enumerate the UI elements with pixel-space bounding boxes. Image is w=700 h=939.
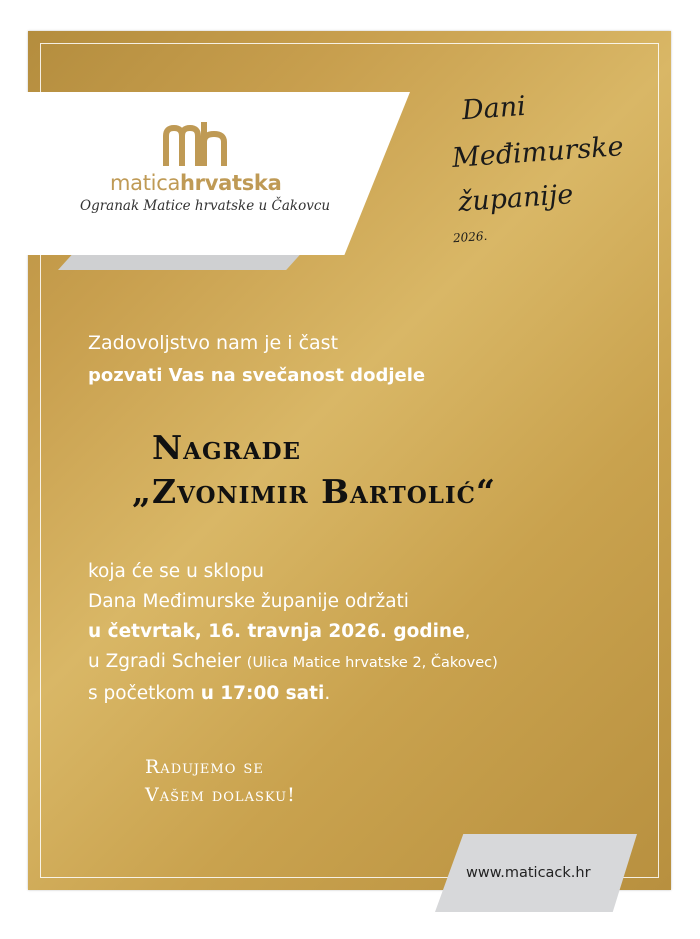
details-time-line bbox=[88, 683, 330, 704]
event-date-suffix: , bbox=[464, 621, 471, 642]
event-title-line1: Dani bbox=[460, 90, 527, 127]
award-line1: Nagrade bbox=[152, 428, 302, 467]
event-time-suffix: . bbox=[324, 683, 331, 704]
event-title-year: 2026. bbox=[452, 228, 488, 246]
event-venue: u Zgradi Scheier bbox=[88, 651, 241, 672]
logo-subtitle: Ogranak Matice hrvatske u Čakovcu bbox=[80, 198, 331, 214]
event-time: u 17:00 sati bbox=[200, 683, 325, 704]
logo-wordmark bbox=[110, 171, 281, 195]
details-date-line bbox=[88, 621, 471, 642]
details-line2: Dana Međimurske županije održati bbox=[88, 591, 409, 612]
event-address: (Ulica Matice hrvatske 2, Čakovec) bbox=[246, 655, 498, 671]
logo-name-light: matica bbox=[110, 171, 181, 195]
start-prefix: s početkom bbox=[88, 683, 195, 704]
logo-name-bold: hrvatska bbox=[180, 171, 282, 195]
event-date: u četvrtak, 16. travnja 2026. godine bbox=[88, 621, 465, 642]
details-venue-line bbox=[88, 651, 498, 672]
website-link[interactable]: www.maticack.hr bbox=[466, 865, 591, 881]
mh-monogram-icon bbox=[162, 122, 236, 166]
closing-line2: Vašem dolasku! bbox=[145, 784, 296, 806]
award-name: „Zvonimir Bartolić“ bbox=[132, 472, 496, 511]
closing-line1: Radujemo se bbox=[145, 756, 264, 778]
invite-line2: pozvati Vas na svečanost dodjele bbox=[88, 365, 426, 386]
details-line1: koja će se u sklopu bbox=[88, 561, 264, 582]
invite-line1: Zadovoljstvo nam je i čast bbox=[88, 332, 339, 354]
event-title-line2: Međimurske bbox=[451, 131, 625, 174]
event-title-line3: županije bbox=[457, 179, 575, 218]
